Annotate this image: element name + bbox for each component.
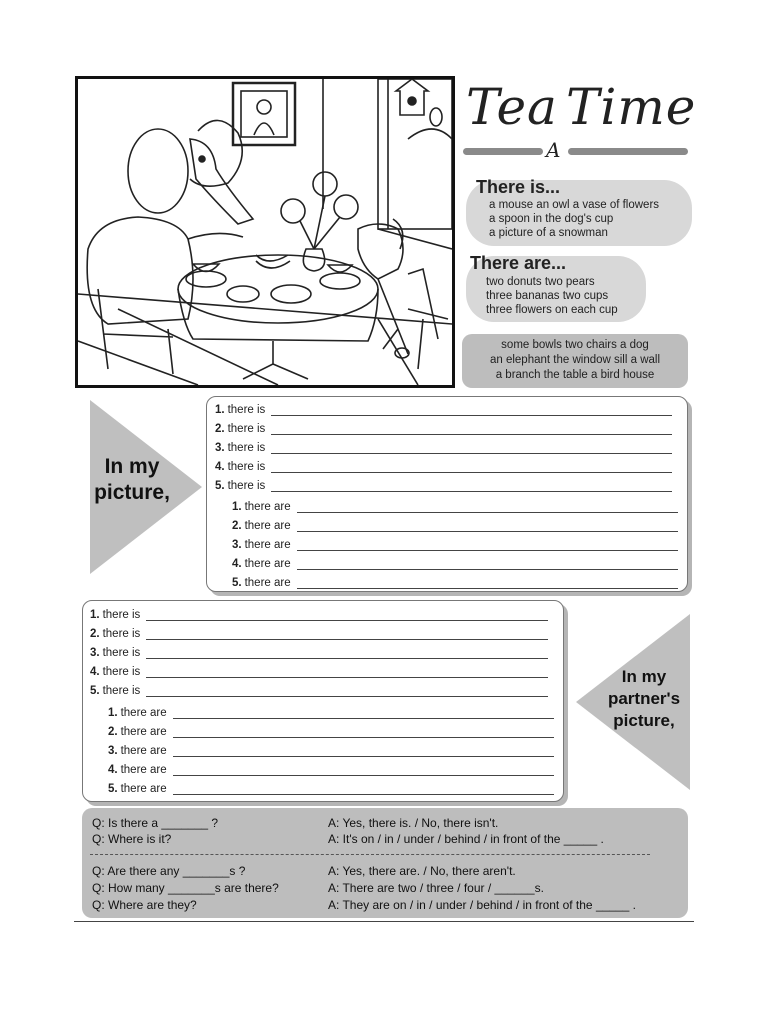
answer-blank-line[interactable] bbox=[146, 648, 548, 659]
partner-label-line-1: In my bbox=[621, 667, 667, 686]
my-picture-there-are-row bbox=[232, 555, 678, 570]
row-label: there is bbox=[227, 461, 266, 473]
row-number: 5. bbox=[90, 685, 100, 697]
answer-blank-line[interactable] bbox=[297, 540, 678, 551]
row-label: there is bbox=[227, 442, 266, 454]
row-label: there is bbox=[102, 685, 141, 697]
answer-blank-line[interactable] bbox=[271, 481, 672, 492]
row-number: 3. bbox=[215, 442, 225, 454]
title-word-tea: Tea bbox=[466, 78, 558, 136]
partner-picture-there-are-row bbox=[108, 723, 554, 738]
question-3: Q: Are there any _______s ? bbox=[92, 864, 246, 878]
there-is-heading: There is... bbox=[476, 177, 561, 197]
row-number: 4. bbox=[90, 666, 100, 678]
answer-blank-line[interactable] bbox=[271, 462, 672, 473]
answer-blank-line[interactable] bbox=[297, 559, 678, 570]
question-2: Q: Where is it? bbox=[92, 832, 172, 846]
answer-4: A: There are two / three / four / ______s. bbox=[328, 881, 544, 895]
row-label: there is bbox=[227, 480, 266, 492]
row-label: there is bbox=[102, 609, 141, 621]
row-number: 1. bbox=[108, 707, 118, 719]
row-number: 1. bbox=[90, 609, 100, 621]
row-label: there are bbox=[120, 783, 167, 795]
answer-blank-line[interactable] bbox=[173, 784, 554, 795]
my-picture-there-is-row bbox=[215, 439, 672, 454]
title-underline-right bbox=[568, 148, 688, 155]
answer-1: A: Yes, there is. / No, there isn't. bbox=[328, 816, 499, 830]
row-label: there are bbox=[120, 726, 167, 738]
partner-picture-there-is-row bbox=[90, 644, 548, 659]
there-is-line-1: a mouse an owl a vase of flowers bbox=[489, 199, 660, 211]
row-number: 2. bbox=[215, 423, 225, 435]
row-number: 3. bbox=[108, 745, 118, 757]
tea-party-drawing bbox=[78, 79, 452, 385]
answer-blank-line[interactable] bbox=[146, 610, 548, 621]
row-number: 4. bbox=[108, 764, 118, 776]
my-picture-label-line-2: picture, bbox=[94, 481, 170, 504]
answer-blank-line[interactable] bbox=[271, 405, 672, 416]
row-number: 2. bbox=[108, 726, 118, 738]
row-number: 4. bbox=[232, 558, 242, 570]
partner-picture-label bbox=[596, 666, 692, 732]
bottom-rule bbox=[74, 921, 694, 922]
answer-3: A: Yes, there are. / No, there aren't. bbox=[328, 864, 516, 878]
answer-blank-line[interactable] bbox=[297, 502, 678, 513]
my-picture-there-is-row bbox=[215, 458, 672, 473]
answer-blank-line[interactable] bbox=[173, 727, 554, 738]
answer-blank-line[interactable] bbox=[146, 629, 548, 640]
vocab-line-2: an elephant the window sill a wall bbox=[489, 354, 661, 366]
title-article: A bbox=[546, 138, 561, 162]
question-1: Q: Is there a _______ ? bbox=[92, 816, 219, 830]
my-picture-there-is-row bbox=[215, 477, 672, 492]
answer-blank-line[interactable] bbox=[297, 578, 678, 589]
row-label: there is bbox=[102, 666, 141, 678]
partner-picture-there-are-row bbox=[108, 704, 554, 719]
vocabulary-box bbox=[462, 334, 688, 388]
my-picture-there-are-row bbox=[232, 498, 678, 513]
row-number: 3. bbox=[232, 539, 242, 551]
partner-picture-there-is-row bbox=[90, 682, 548, 697]
my-picture-label-line-1: In my bbox=[104, 455, 160, 478]
row-number: 5. bbox=[232, 577, 242, 589]
answer-blank-line[interactable] bbox=[146, 667, 548, 678]
answer-2: A: It's on / in / under / behind / in front of the _____ . bbox=[328, 832, 604, 846]
my-picture-there-is-row bbox=[215, 420, 672, 435]
answer-blank-line[interactable] bbox=[271, 443, 672, 454]
row-number: 2. bbox=[90, 628, 100, 640]
row-label: there are bbox=[244, 539, 291, 551]
my-picture-there-are-row bbox=[232, 517, 678, 532]
my-picture-there-are-row bbox=[232, 574, 678, 589]
question-5: Q: Where are they? bbox=[92, 898, 197, 912]
partner-picture-there-is-row bbox=[90, 606, 548, 621]
row-label: there is bbox=[227, 404, 266, 416]
answer-blank-line[interactable] bbox=[297, 521, 678, 532]
row-number: 2. bbox=[232, 520, 242, 532]
answer-blank-line[interactable] bbox=[173, 746, 554, 757]
answer-blank-line[interactable] bbox=[173, 765, 554, 776]
row-label: there is bbox=[227, 423, 266, 435]
title-underline-left bbox=[463, 148, 543, 155]
row-number: 4. bbox=[215, 461, 225, 473]
row-label: there are bbox=[120, 745, 167, 757]
vocab-line-1: some bowls two chairs a dog bbox=[501, 339, 649, 351]
there-are-line-1: two donuts two pears bbox=[486, 276, 595, 288]
partner-label-line-3: picture, bbox=[613, 711, 675, 730]
there-are-line-3: three flowers on each cup bbox=[486, 304, 618, 316]
answer-blank-line[interactable] bbox=[173, 708, 554, 719]
row-label: there are bbox=[120, 764, 167, 776]
partner-picture-there-are-row bbox=[108, 742, 554, 757]
answer-blank-line[interactable] bbox=[146, 686, 548, 697]
my-picture-there-is-row bbox=[215, 401, 672, 416]
question-4: Q: How many _______s are there? bbox=[92, 881, 279, 895]
partner-picture-there-is-row bbox=[90, 663, 548, 678]
row-label: there are bbox=[244, 501, 291, 513]
title-word-time: Time bbox=[566, 78, 697, 136]
my-picture-there-are-row bbox=[232, 536, 678, 551]
partner-picture-there-is-row bbox=[90, 625, 548, 640]
answer-5: A: They are on / in / under / behind / in front of the _____ . bbox=[328, 898, 636, 912]
row-label: there is bbox=[102, 628, 141, 640]
qa-dashed-separator bbox=[90, 854, 650, 855]
partner-picture-there-are-row bbox=[108, 761, 554, 776]
row-label: there are bbox=[244, 558, 291, 570]
partner-picture-there-are-row bbox=[108, 780, 554, 795]
vocab-line-3: a branch the table a bird house bbox=[495, 369, 655, 381]
row-label: there are bbox=[120, 707, 167, 719]
there-is-line-3: a picture of a snowman bbox=[489, 227, 608, 239]
my-picture-label bbox=[84, 454, 180, 506]
there-are-heading: There are... bbox=[470, 253, 567, 273]
tea-party-illustration bbox=[75, 76, 455, 388]
there-are-line-2: three bananas two cups bbox=[486, 290, 609, 302]
row-number: 3. bbox=[90, 647, 100, 659]
row-number: 1. bbox=[215, 404, 225, 416]
row-number: 5. bbox=[215, 480, 225, 492]
row-number: 1. bbox=[232, 501, 242, 513]
row-label: there is bbox=[102, 647, 141, 659]
row-label: there are bbox=[244, 577, 291, 589]
partner-label-line-2: partner's bbox=[607, 689, 681, 708]
row-label: there are bbox=[244, 520, 291, 532]
answer-blank-line[interactable] bbox=[271, 424, 672, 435]
row-number: 5. bbox=[108, 783, 118, 795]
there-is-line-2: a spoon in the dog's cup bbox=[489, 213, 614, 225]
